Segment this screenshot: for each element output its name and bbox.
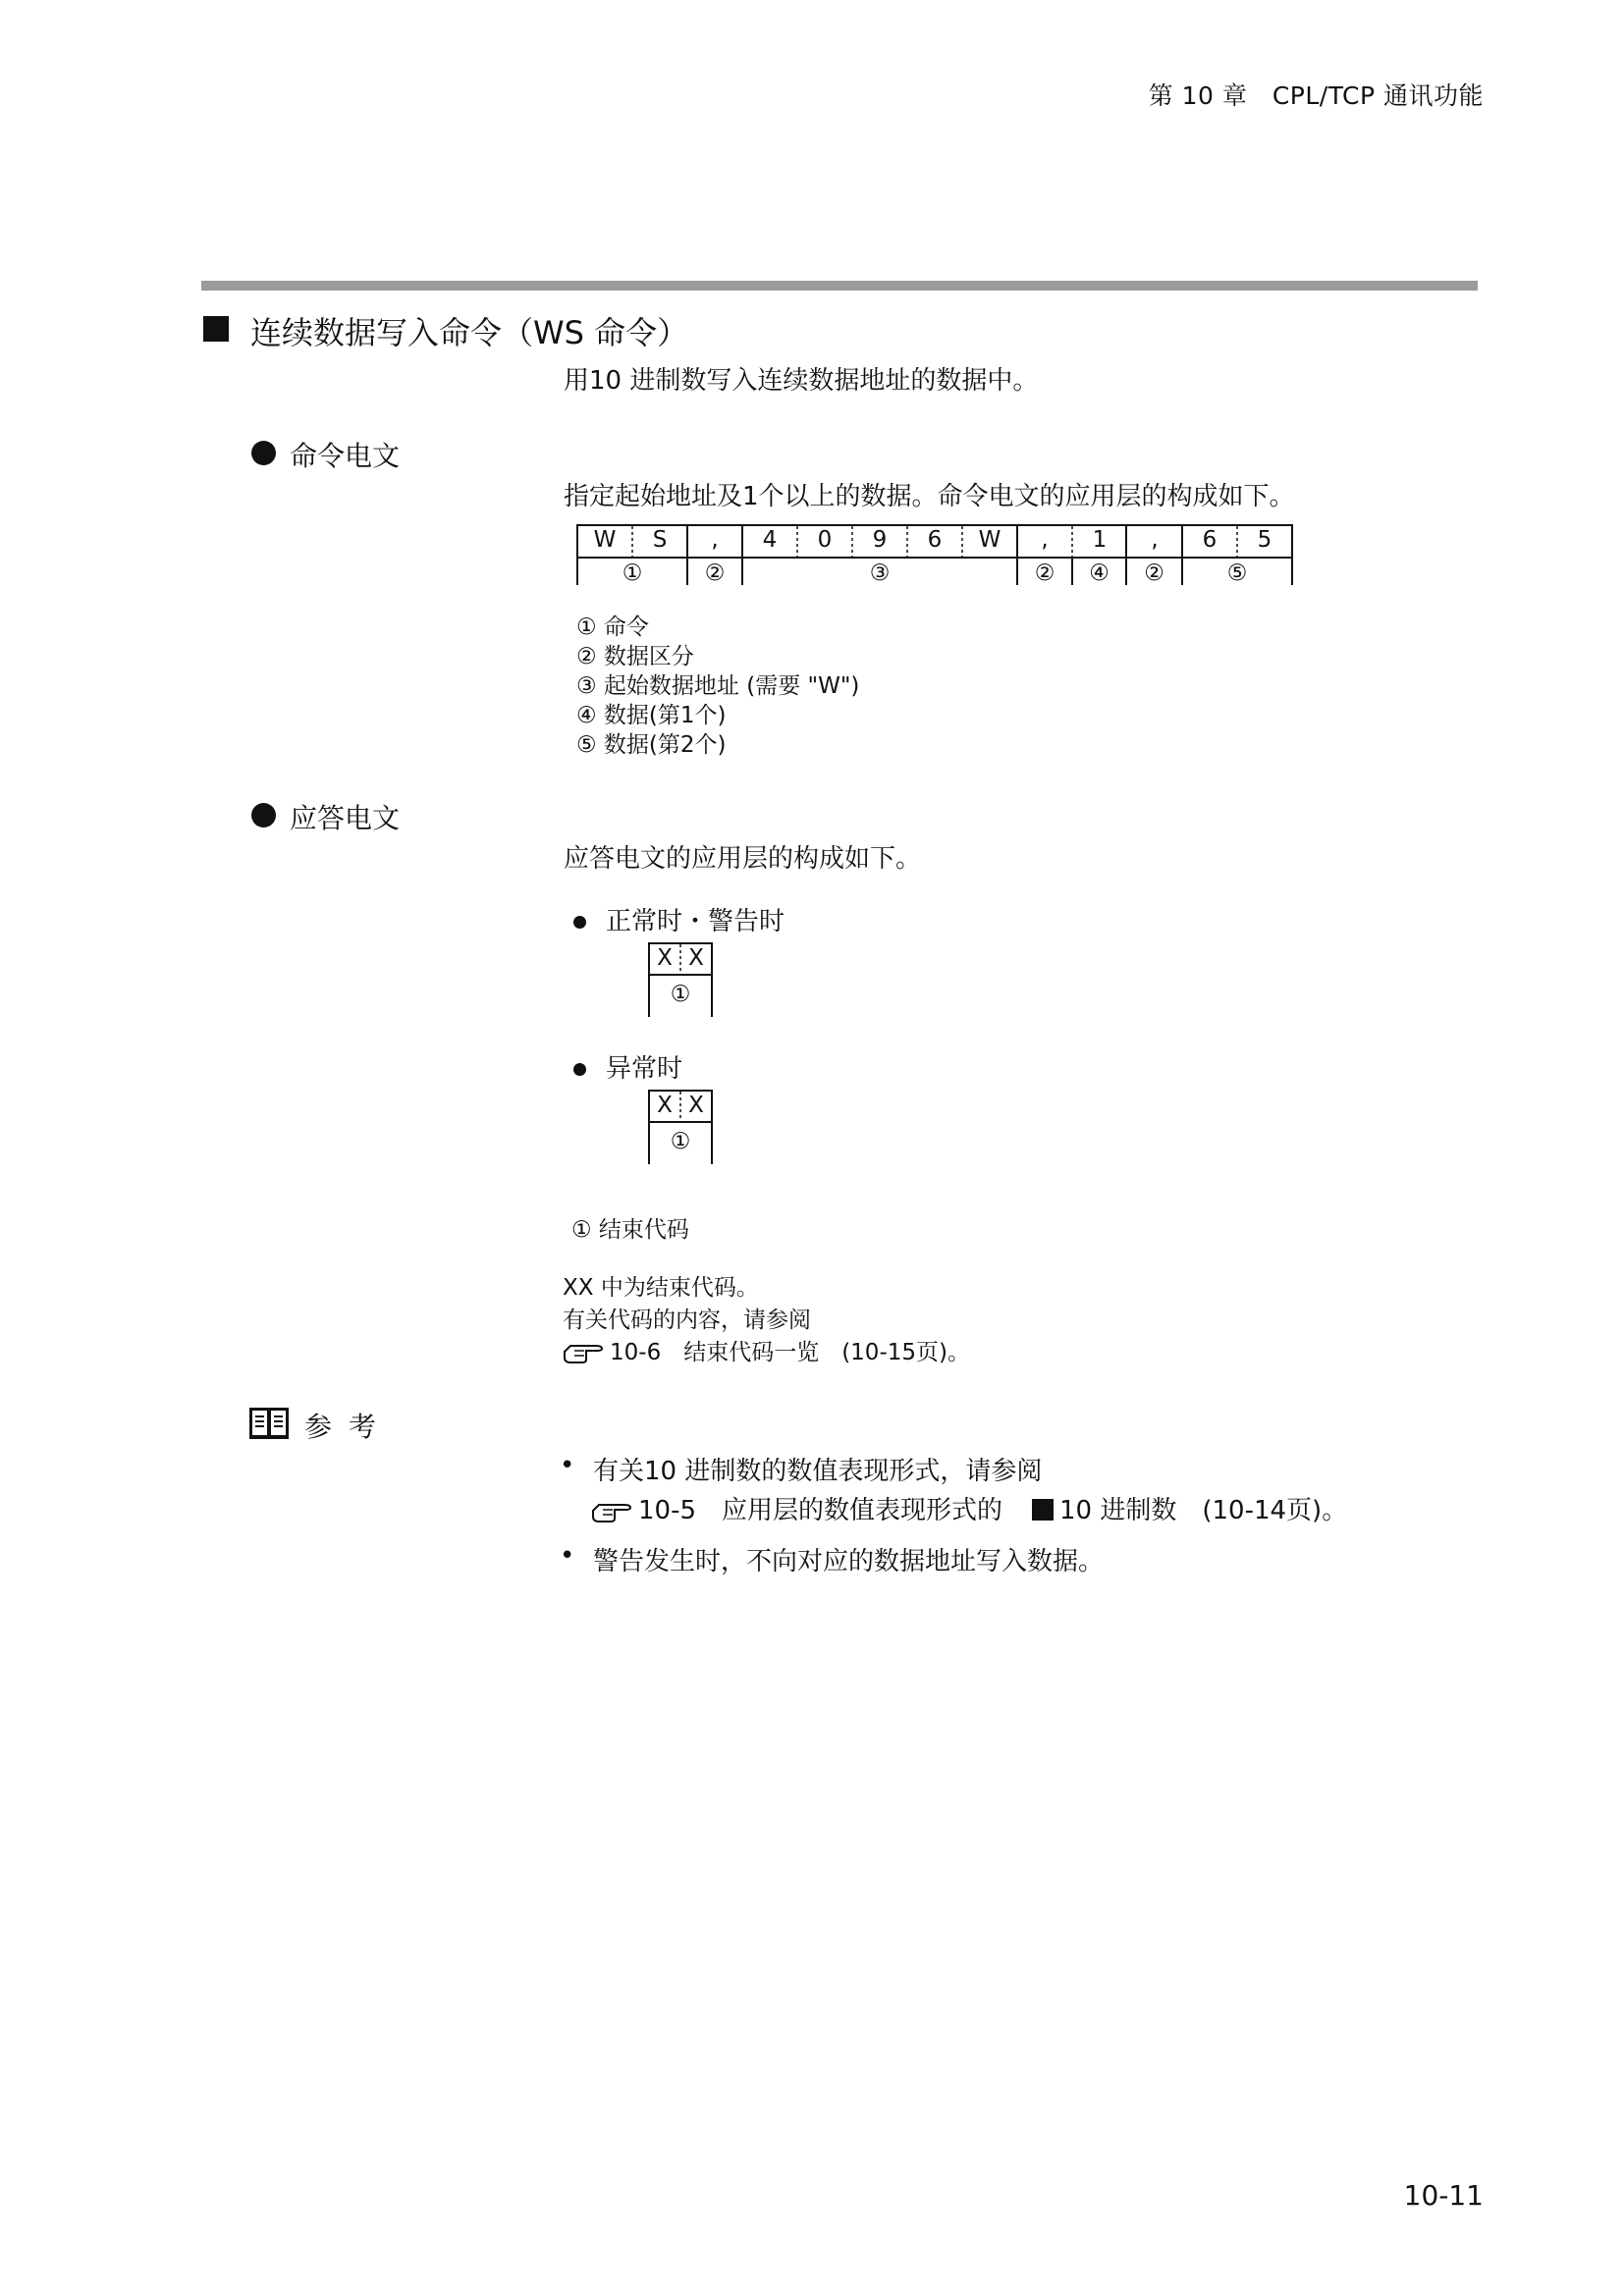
command-desc: 指定起始地址及1个以上的数据。命令电文的应用层的构成如下。 (564, 482, 1295, 511)
section-intro: 用10 进制数写入连续数据地址的数据中。 (564, 366, 1039, 396)
reference-ref-b: 10 进制数 (10-14页)。 (1059, 1496, 1348, 1525)
response-ref-text: 10-6 结束代码一览 (10-15页)。 (610, 1340, 970, 1365)
pointing-hand-icon (591, 1497, 634, 1522)
frame-char: , (1041, 527, 1049, 553)
reference-item-1: 有关10 进制数的数值表现形式，请参阅 (593, 1457, 1043, 1486)
bullet-mark: • (560, 1541, 575, 1571)
frame-label: ② (1034, 561, 1056, 586)
reference-ref-a: 10-5 应用层的数值表现形式的 (638, 1496, 1003, 1525)
bullet-dot-icon (573, 916, 586, 929)
frame-char: X (688, 1093, 704, 1118)
case-label-normal: 正常时・警告时 (606, 907, 785, 936)
frame-label: ③ (869, 561, 891, 586)
frame-char: X (657, 1093, 673, 1118)
frame-label: ② (704, 561, 726, 586)
frame-char: 1 (1092, 527, 1108, 553)
frame-char: 5 (1257, 527, 1272, 553)
command-frame-diagram (576, 524, 1293, 593)
frame-label: ① (622, 561, 643, 586)
frame-char: 9 (872, 527, 888, 553)
frame-label: ⑤ (1226, 561, 1248, 586)
section-title: 连续数据写入命令（WS 命令） (250, 314, 689, 351)
frame-label: ② (1144, 561, 1164, 586)
frame-char: 6 (927, 527, 943, 553)
case-label-error: 异常时 (606, 1054, 683, 1084)
reference-heading: 参 考 (304, 1411, 380, 1443)
bullet-dot-icon (251, 441, 276, 465)
chapter-header: 第 10 章 CPL/TCP 通讯功能 (1148, 81, 1484, 110)
response-heading: 应答电文 (290, 802, 401, 834)
book-icon (248, 1406, 290, 1441)
frame-char: S (652, 527, 668, 553)
legend-item: ⑤ 数据(第2个) (576, 732, 727, 758)
frame-char: W (978, 527, 1001, 553)
frame-char: X (688, 945, 704, 971)
section-square-icon (203, 316, 229, 342)
response-desc: 应答电文的应用层的构成如下。 (564, 844, 922, 874)
reference-item-2: 警告发生时，不向对应的数据地址写入数据。 (593, 1547, 1105, 1576)
frame-char: W (593, 527, 617, 553)
frame-label: ① (670, 1129, 691, 1154)
response-note-2: 有关代码的内容，请参阅 (563, 1308, 811, 1333)
frame-label: ④ (1089, 561, 1110, 586)
bullet-dot-icon (251, 803, 276, 828)
frame-char: X (657, 945, 673, 971)
frame-char: 0 (817, 527, 833, 553)
pointing-hand-icon (563, 1338, 606, 1363)
response-frame-normal (648, 942, 713, 1019)
frame-char: , (711, 527, 719, 553)
command-heading: 命令电文 (290, 440, 401, 472)
frame-char: 6 (1202, 527, 1218, 553)
response-ref-link[interactable] (563, 1338, 970, 1367)
frame-char: , (1151, 527, 1159, 553)
response-legend: ① 结束代码 (571, 1217, 689, 1243)
response-note-1: XX 中为结束代码。 (563, 1275, 759, 1301)
square-icon (1032, 1499, 1054, 1521)
response-frame-error (648, 1090, 713, 1166)
frame-char: 4 (762, 527, 778, 553)
page-number: 10-11 (1403, 2179, 1484, 2212)
section-rule (201, 281, 1478, 291)
legend-item: ① 命令 (576, 614, 649, 640)
bullet-mark: • (560, 1451, 575, 1480)
frame-label: ① (670, 982, 691, 1007)
bullet-dot-icon (573, 1063, 586, 1076)
legend-item: ② 数据区分 (576, 644, 694, 669)
legend-item: ③ 起始数据地址 (需要 "W") (576, 673, 860, 699)
reference-item-1-ref[interactable] (591, 1490, 1347, 1526)
legend-item: ④ 数据(第1个) (576, 703, 727, 728)
